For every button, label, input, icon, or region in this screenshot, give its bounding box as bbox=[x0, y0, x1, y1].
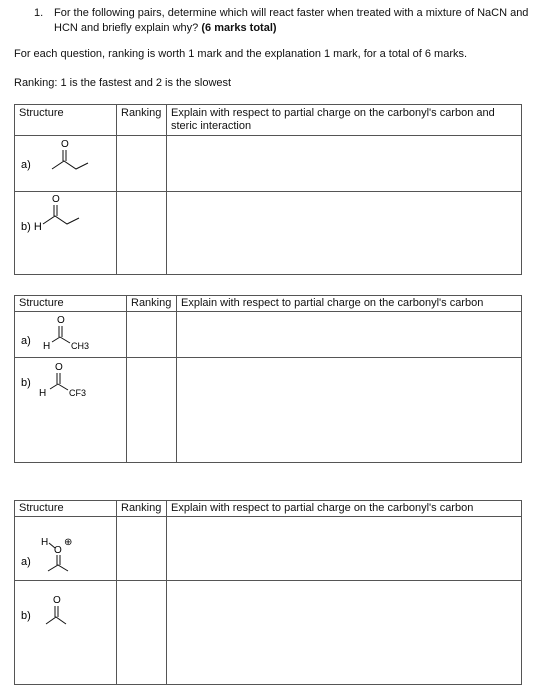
oxygen-label: O bbox=[53, 595, 61, 606]
row-label: b) bbox=[21, 610, 31, 622]
structure-butanal bbox=[15, 192, 115, 271]
question-marks: (6 marks total) bbox=[201, 22, 277, 34]
explain-cell-b[interactable] bbox=[167, 192, 522, 275]
hydrogen-label: H bbox=[41, 537, 49, 548]
header-structure: Structure bbox=[15, 105, 117, 136]
structure-cell-a bbox=[15, 136, 117, 192]
row-label: b) bbox=[21, 377, 31, 389]
methyl-label: CH3 bbox=[71, 341, 90, 351]
structure-cell-b bbox=[15, 358, 127, 463]
ranking-cell-b[interactable] bbox=[117, 192, 167, 275]
table-1 bbox=[14, 104, 522, 275]
header-ranking: Ranking bbox=[117, 501, 167, 517]
hydrogen-label: H bbox=[43, 341, 51, 352]
ranking-cell-a[interactable] bbox=[117, 136, 167, 192]
ranking-cell-a[interactable] bbox=[127, 312, 177, 358]
header-ranking: Ranking bbox=[117, 105, 167, 136]
structure-cell-a bbox=[15, 517, 117, 581]
row-label: a) bbox=[21, 335, 31, 347]
ranking-cell-b[interactable] bbox=[127, 358, 177, 463]
question-text bbox=[54, 6, 534, 36]
header-explain: Explain with respect to partial charge on the carbonyl's carbon bbox=[167, 501, 522, 517]
ranking-note: Ranking: 1 is the fastest and 2 is the slowest bbox=[14, 77, 232, 89]
hydrogen-label: H bbox=[39, 388, 47, 399]
explain-cell-a[interactable] bbox=[167, 517, 522, 581]
explain-cell-a[interactable] bbox=[167, 136, 522, 192]
oxygen-label: O bbox=[54, 545, 62, 556]
explain-cell-a[interactable] bbox=[177, 312, 522, 358]
oxygen-label: O bbox=[52, 194, 60, 205]
trifluoromethyl-label: CF3 bbox=[69, 388, 87, 398]
question-main-text: For the following pairs, determine which will react faster when treated with a mixture of NaCN and HCN and briefly explain why? bbox=[54, 7, 529, 34]
structure-cell-b bbox=[15, 192, 117, 275]
oxygen-label: O bbox=[61, 139, 69, 150]
ranking-cell-a[interactable] bbox=[117, 517, 167, 581]
row-label: b) H bbox=[21, 221, 42, 233]
header-structure: Structure bbox=[15, 501, 117, 517]
structure-acetaldehyde bbox=[15, 312, 125, 354]
structure-2-butanone bbox=[15, 136, 115, 188]
structure-acetone bbox=[15, 581, 115, 681]
structure-cell-a bbox=[15, 312, 127, 358]
question-number: 1. bbox=[34, 7, 44, 19]
row-label: a) bbox=[21, 556, 31, 568]
explain-cell-b[interactable] bbox=[167, 581, 522, 685]
row-label: a) bbox=[21, 159, 31, 171]
ranking-cell-b[interactable] bbox=[117, 581, 167, 685]
structure-protonated-acetone bbox=[15, 517, 115, 577]
explain-cell-b[interactable] bbox=[177, 358, 522, 463]
plus-charge-icon: ⊕ bbox=[64, 537, 73, 548]
structure-trifluoroacetaldehyde bbox=[15, 358, 125, 459]
oxygen-label: O bbox=[57, 315, 65, 326]
structure-cell-b bbox=[15, 581, 117, 685]
header-explain: Explain with respect to partial charge on the carbonyl's carbon bbox=[177, 296, 522, 312]
table-2 bbox=[14, 295, 522, 463]
header-ranking: Ranking bbox=[127, 296, 177, 312]
header-structure: Structure bbox=[15, 296, 127, 312]
instructions: For each question, ranking is worth 1 mark and the explanation 1 mark, for a total of 6 marks. bbox=[14, 48, 468, 60]
header-explain: Explain with respect to partial charge on the carbonyl's carbon and steric interaction bbox=[167, 105, 522, 136]
oxygen-label: O bbox=[55, 362, 63, 373]
table-3 bbox=[14, 500, 522, 685]
